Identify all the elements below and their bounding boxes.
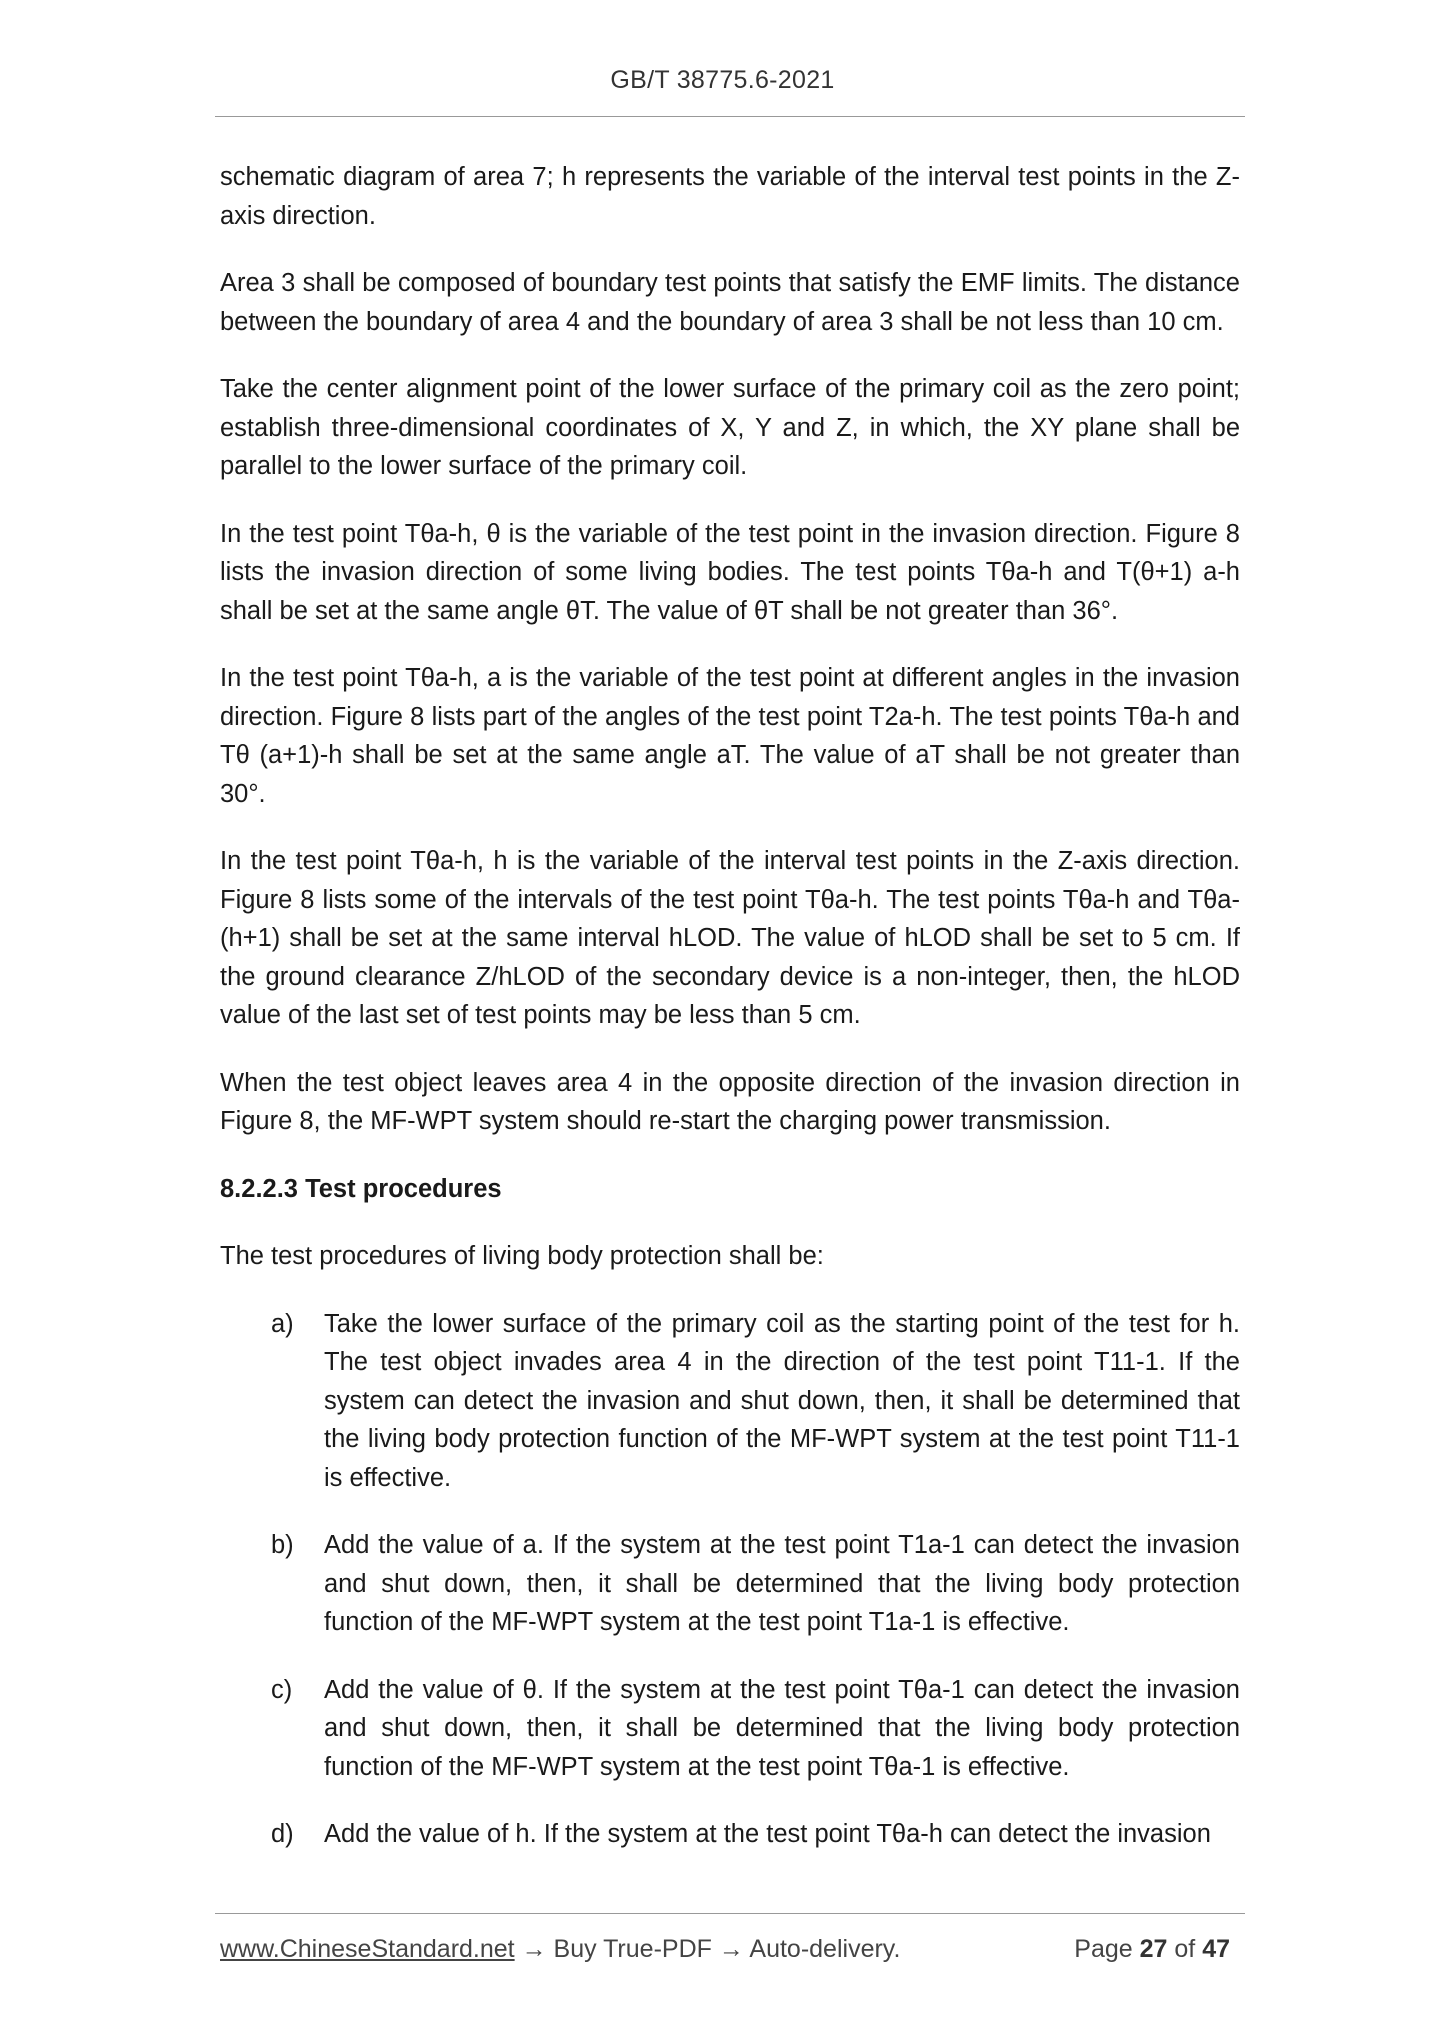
footer-rule xyxy=(215,1913,1245,1914)
list-marker: d) xyxy=(271,1820,294,1848)
paragraph-2: Area 3 shall be composed of boundary test points that satisfy the EMF limits. The distance between the boundary of area 4 and the boundary of area 3 shall be not less than 10 cm. xyxy=(220,269,1240,336)
paragraph-6: In the test point Tθa-h, h is the variable of the interval test points in the Z-axis direction. Figure 8 lists some of the intervals of the test point Tθa-h. The test points Tθa-h and Tθa-(h+1) shall be set at the same interval hLOD. The value of hLOD shall be set to 5 cm. If the ground clearance Z/hLOD of the secondary device is a non-integer, then, the hLOD value of the last set of test points may be less than 5 cm. xyxy=(220,847,1240,1029)
paragraph-7: When the test object leaves area 4 in the opposite direction of the invasion direction in Figure 8, the MF-WPT system should re-start the charging power transmission. xyxy=(220,1068,1240,1135)
list-item-c xyxy=(220,1671,1240,1787)
list-item-text: Add the value of a. If the system at the test point T1a-1 can detect the invasion and shut down, then, it shall be determined that the living body protection function of the MF-WPT system at the test point T1a-1 is effective. xyxy=(324,1531,1240,1636)
list-item-text: Add the value of h. If the system at the test point Tθa-h can detect the invasion xyxy=(324,1820,1211,1848)
list-item-text: Add the value of θ. If the system at the test point Tθa-1 can detect the invasion and shut down, then, it shall be determined that the living body protection function of the MF-WPT system at the test point Tθa-1 is effective. xyxy=(324,1675,1240,1781)
document-code: GB/T 38775.6-2021 xyxy=(610,66,835,94)
page-footer xyxy=(220,1935,1240,1964)
header-rule xyxy=(215,116,1245,117)
list-marker: c) xyxy=(271,1675,293,1704)
list-marker: b) xyxy=(271,1531,294,1559)
paragraph-8: The test procedures of living body protection shall be: xyxy=(220,1242,824,1270)
website-link[interactable]: www.ChineseStandard.net xyxy=(220,1935,515,1963)
paragraph-5: In the test point Tθa-h, a is the variable of the test point at different angles in the invasion direction. Figure 8 lists part of the angles of the test point T2a-h. The test points Tθa-h and Tθ (a+1)-h shall be set at the same angle aT. The value of aT shall be not greater than 30°. xyxy=(220,664,1240,808)
page-indicator: Page 27 of 47 xyxy=(1074,1935,1230,1963)
footer-promo: → Buy True-PDF → Auto-delivery. xyxy=(514,1935,901,1963)
paragraph-4: In the test point Tθa-h, θ is the variable of the test point in the invasion direction. Figure 8 lists the invasion direction of some living bodies. The test points Tθa-h and T(θ+1) a-h shall be set at the same angle θT. The value of θT shall be not greater than 36°. xyxy=(220,519,1240,625)
list-item-b xyxy=(220,1526,1240,1642)
section-heading: 8.2.2.3 Test procedures xyxy=(220,1174,502,1203)
paragraph-1: schematic diagram of area 7; h represents the variable of the interval test points in the Z-axis direction. xyxy=(220,163,1240,230)
page-number: 27 xyxy=(1139,1935,1168,1963)
paragraph-3: Take the center alignment point of the lower surface of the primary coil as the zero point; establish three-dimensional coordinates of X, Y and Z, in which, the XY plane shall be parallel to the lower surface of the primary coil. xyxy=(220,375,1240,480)
document-body xyxy=(220,158,1240,1883)
list-item-text: Take the lower surface of the primary coil as the starting point of the test for h. The test object invades area 4 in the direction of the test point T11-1. If the system can detect the invasion and shut down, then, it shall be determined that the living body protection function of the MF-WPT system at the test point T11-1 is effective. xyxy=(324,1309,1240,1492)
list-marker: a) xyxy=(271,1309,294,1338)
page-total: 47 xyxy=(1202,1935,1230,1963)
list-item-a xyxy=(220,1305,1240,1498)
list-item-d xyxy=(220,1815,1240,1854)
